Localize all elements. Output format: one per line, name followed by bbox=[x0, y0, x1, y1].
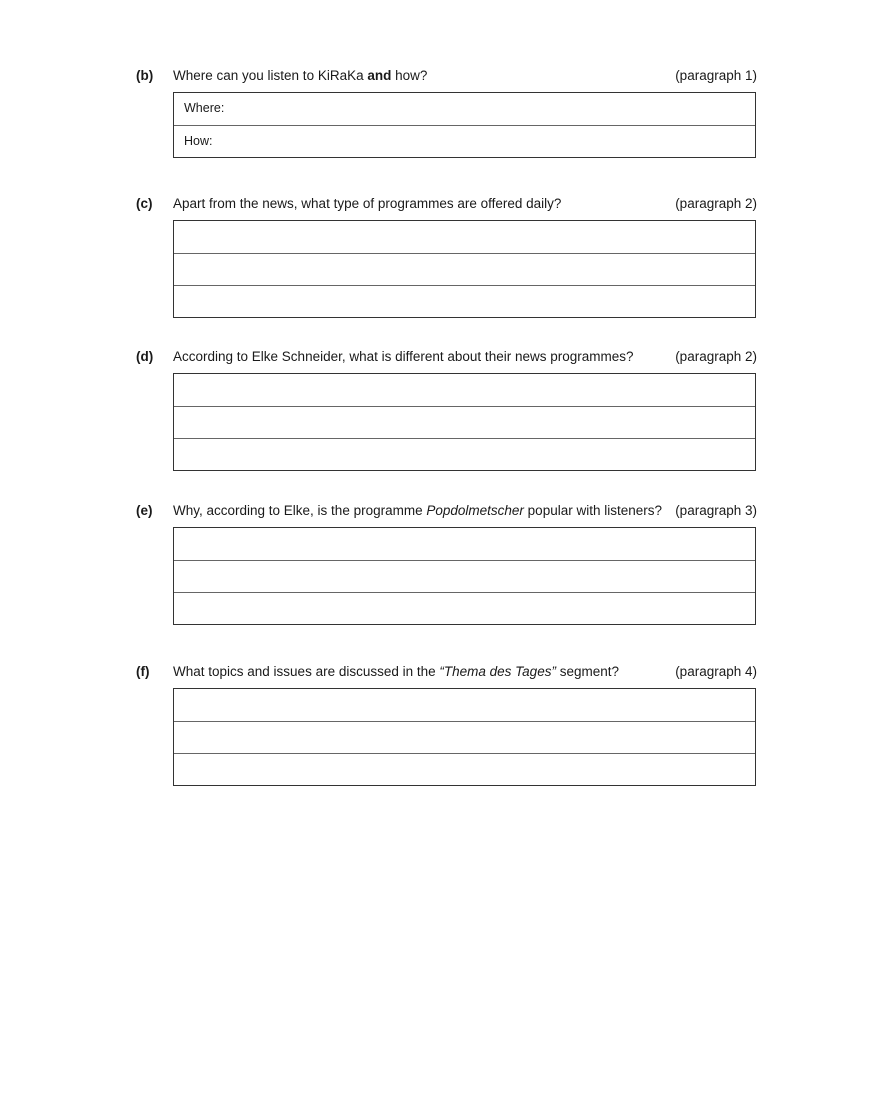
answer-line[interactable] bbox=[174, 374, 755, 406]
question-letter: (d) bbox=[136, 349, 154, 364]
question-letter: (b) bbox=[136, 68, 154, 83]
answer-line[interactable] bbox=[174, 592, 755, 624]
answer-line[interactable] bbox=[174, 285, 755, 317]
answer-box bbox=[173, 373, 756, 471]
answer-line[interactable] bbox=[174, 721, 755, 753]
answer-line[interactable] bbox=[174, 253, 755, 285]
answer-line[interactable] bbox=[174, 221, 755, 253]
question-e bbox=[136, 501, 757, 521]
question-c bbox=[136, 194, 757, 214]
answer-box bbox=[173, 92, 756, 158]
question-text-part: how? bbox=[391, 68, 428, 83]
question-text: Apart from the news, what type of programmes are offered daily? bbox=[173, 196, 562, 211]
paragraph-reference: (paragraph 3) bbox=[675, 503, 757, 518]
question-text-emphasis: and bbox=[367, 68, 392, 83]
question-text-part: segment? bbox=[555, 664, 619, 679]
question-header bbox=[136, 662, 757, 682]
question-text-part: Where can you listen to KiRaKa bbox=[173, 68, 368, 83]
question-letter: (c) bbox=[136, 196, 153, 211]
answer-line[interactable] bbox=[174, 438, 755, 470]
question-header bbox=[136, 66, 757, 86]
paragraph-reference: (paragraph 2) bbox=[675, 349, 757, 364]
paragraph-reference: (paragraph 2) bbox=[675, 196, 757, 211]
question-text-part: popular with listeners? bbox=[523, 503, 662, 518]
question-text-part: What topics and issues are discussed in the bbox=[173, 664, 440, 679]
question-text: According to Elke Schneider, what is different about their news programmes? bbox=[173, 349, 634, 364]
question-letter: (f) bbox=[136, 664, 150, 679]
answer-box bbox=[173, 220, 756, 318]
question-f bbox=[136, 662, 757, 682]
question-text bbox=[173, 66, 427, 86]
answer-line[interactable]: Where: bbox=[184, 101, 225, 115]
question-d bbox=[136, 347, 757, 367]
question-header bbox=[136, 347, 757, 367]
answer-line[interactable] bbox=[174, 560, 755, 592]
paragraph-reference: (paragraph 1) bbox=[675, 68, 757, 83]
question-header bbox=[136, 194, 757, 214]
question-b bbox=[136, 66, 757, 148]
question-text bbox=[173, 501, 662, 521]
question-text-emphasis: “Thema des Tages” bbox=[439, 664, 556, 679]
question-text-emphasis: Popdolmetscher bbox=[426, 503, 524, 518]
answer-line[interactable] bbox=[174, 406, 755, 438]
answer-line[interactable]: How: bbox=[174, 125, 755, 157]
answer-line[interactable] bbox=[174, 689, 755, 721]
question-letter: (e) bbox=[136, 503, 153, 518]
answer-box bbox=[173, 688, 756, 786]
paragraph-reference: (paragraph 4) bbox=[675, 664, 757, 679]
question-header bbox=[136, 501, 757, 521]
question-text bbox=[173, 662, 619, 682]
question-text-part: Why, according to Elke, is the programme bbox=[173, 503, 427, 518]
answer-line[interactable] bbox=[174, 753, 755, 785]
answer-line[interactable] bbox=[174, 528, 755, 560]
answer-box bbox=[173, 527, 756, 625]
